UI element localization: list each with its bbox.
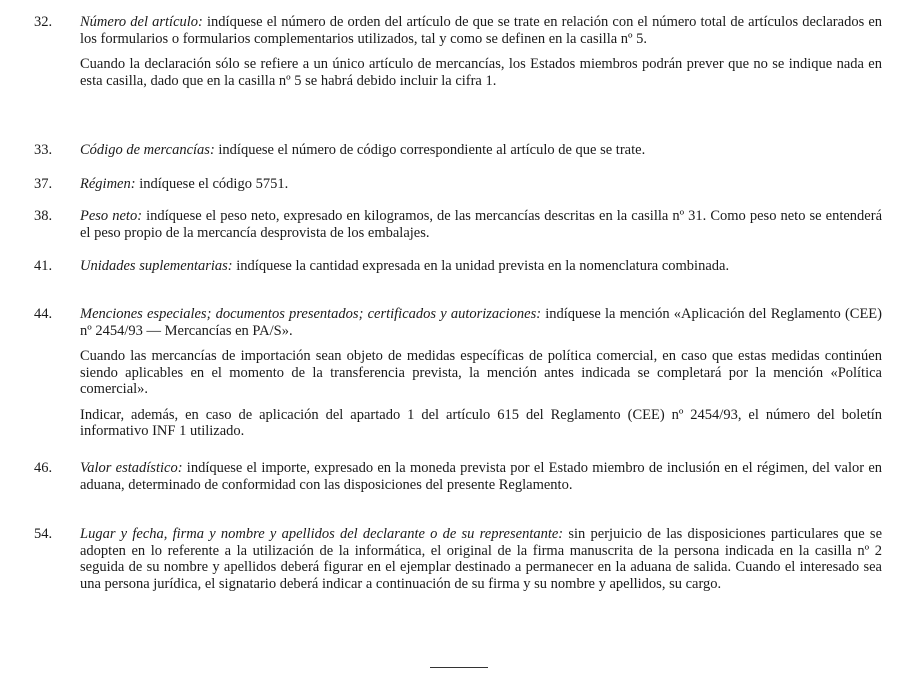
entry-term: Menciones especiales; documentos presentados; certificados y autorizaciones: xyxy=(80,306,542,322)
entry-46 xyxy=(34,460,882,493)
entry-32 xyxy=(34,14,882,89)
entry-term: Código de mercancías: xyxy=(80,142,215,158)
entry-number: 37. xyxy=(34,176,53,192)
entry-body xyxy=(80,176,882,193)
entry-term: Lugar y fecha, firma y nombre y apellidos del declarante o de su representante: xyxy=(80,526,564,542)
entry-paragraph xyxy=(80,306,882,339)
entry-number: 41. xyxy=(34,258,53,274)
entry-term: Valor estadístico: xyxy=(80,460,183,476)
entry-term: Peso neto: xyxy=(80,208,143,224)
entry-number: 54. xyxy=(34,526,53,542)
end-rule xyxy=(430,667,488,668)
entry-paragraph xyxy=(80,460,882,493)
entry-number: 32. xyxy=(34,14,53,30)
entry-term: Régimen: xyxy=(80,176,136,192)
entry-text: Cuando las mercancías de importación sean objeto de medidas específicas de política comercial, en caso que estas medidas continúen siendo aplicables en el momento de la transferencia prevista, la mención antes indicada se completará por la mención «Política comercial». xyxy=(80,348,882,397)
entry-41 xyxy=(34,258,882,275)
entry-body xyxy=(80,526,882,592)
entry-body xyxy=(80,142,882,159)
entry-body xyxy=(80,14,882,89)
entry-body xyxy=(80,460,882,493)
entry-text: indíquese la cantidad expresada en la unidad prevista en la nomenclatura combinada. xyxy=(236,258,730,274)
entry-paragraph xyxy=(80,526,882,592)
entry-paragraph xyxy=(80,14,882,47)
entry-text: indíquese la mención «Aplicación del Reglamento (CEE) nº 2454/93 — Mercancías en PA/S». xyxy=(80,306,882,339)
entry-37 xyxy=(34,176,882,193)
entry-paragraph xyxy=(80,142,882,159)
entry-paragraph xyxy=(80,258,882,275)
entry-number: 38. xyxy=(34,208,53,224)
entry-body xyxy=(80,258,882,275)
entry-text: indíquese el código 5751. xyxy=(139,176,289,192)
entry-paragraph xyxy=(80,56,882,89)
entry-body xyxy=(80,306,882,440)
entry-number: 33. xyxy=(34,142,53,158)
entry-text: indíquese el importe, expresado en la moneda prevista por el Estado miembro de inclusión en el régimen, del valor en aduana, determinado de conformidad con las disposiciones del presente Reglamento. xyxy=(80,460,882,493)
entry-term: Unidades suplementarias: xyxy=(80,258,233,274)
entry-paragraph xyxy=(80,208,882,241)
entry-text: Indicar, además, en caso de aplicación del apartado 1 del artículo 615 del Reglamento (CEE) nº 2454/93, el número del boletín informativo INF 1 utilizado. xyxy=(80,406,882,439)
entry-33 xyxy=(34,142,882,159)
entry-54 xyxy=(34,526,882,592)
entry-body xyxy=(80,208,882,241)
entry-number: 46. xyxy=(34,460,53,476)
entry-paragraph xyxy=(80,348,882,398)
entry-38 xyxy=(34,208,882,241)
entry-number: 44. xyxy=(34,306,53,322)
entry-44 xyxy=(34,306,882,440)
entry-text: Cuando la declaración sólo se refiere a un único artículo de mercancías, los Estados miembros podrán prever que no se indique nada en esta casilla, dado que en la casilla nº 5 se habrá debido incluir la cifra 1. xyxy=(80,56,882,89)
entry-term: Número del artículo: xyxy=(80,14,203,30)
entry-text: sin perjuicio de las disposiciones particulares que se adopten en lo referente a la utilización de la informática, el original de la firma manuscrita de la persona indicada en la casilla nº 2 seguida de su nombre y apellidos deberá figurar en el ejemplar destinado a permanecer en la aduana de salida. Cuando el interesado sea una persona jurídica, el signatario deberá indicar a continuación de su firma y su nombre y apellidos, su cargo. xyxy=(80,526,883,592)
entry-text: indíquese el peso neto, expresado en kilogramos, de las mercancías descritas en la casilla nº 31. Como peso neto se entenderá el peso propio de la mercancía desprovista de los embalajes. xyxy=(80,208,883,241)
entry-text: indíquese el número de código correspondiente al artículo de que se trate. xyxy=(218,142,646,158)
entry-paragraph xyxy=(80,176,882,193)
entry-paragraph xyxy=(80,407,882,440)
entry-text: indíquese el número de orden del artículo de que se trate en relación con el número total de artículos declarados en los formularios o formularios complementarios utilizados, tal y como se definen en la casilla nº 5. xyxy=(80,14,883,47)
